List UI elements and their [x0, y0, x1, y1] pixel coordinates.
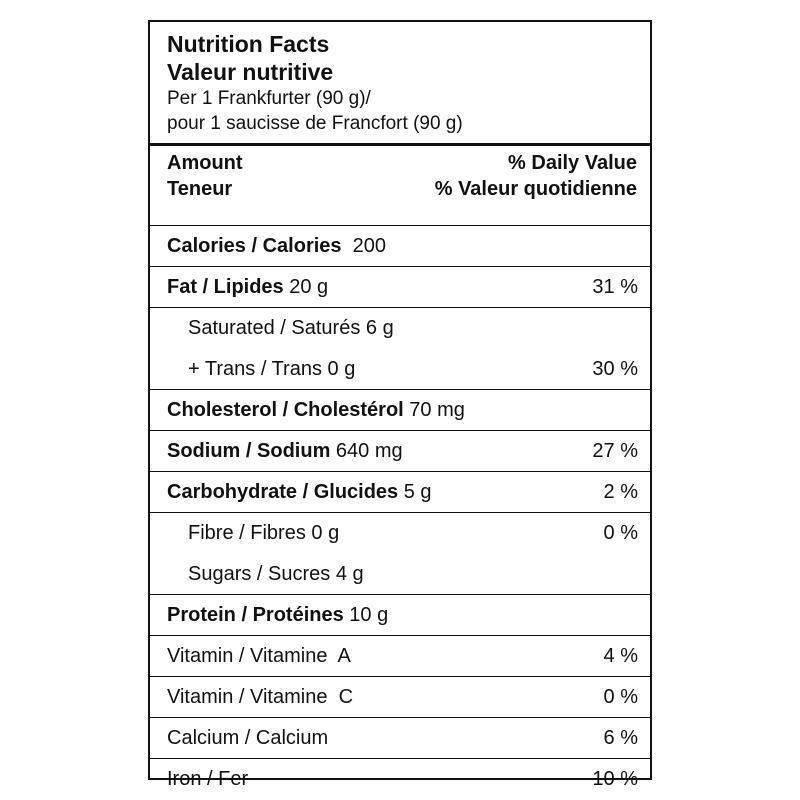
name-separator: /: [235, 604, 253, 626]
nutrient-amount: 70 mg: [403, 399, 465, 421]
nutrient-name-english: Cholesterol: [167, 399, 278, 421]
nutrient-name-english: Saturated: [188, 317, 275, 339]
nutrient-name-french: Saturés: [291, 317, 361, 339]
nutrient-name-english: Fat: [167, 276, 197, 298]
nutrient-name-english: Vitamin: [167, 645, 234, 667]
nutrient-amount: 0 g: [321, 358, 356, 380]
nutrient-row: [150, 636, 650, 677]
nutrient-label: [188, 358, 355, 381]
nutrient-name-english: Sodium: [167, 440, 241, 462]
serving-size-french: pour 1 saucisse de Francfort (90 g): [167, 113, 463, 134]
nutrient-name-english: Sugars: [188, 563, 252, 585]
nutrient-label: [167, 604, 388, 627]
nutrient-name-french: Glucides: [313, 481, 399, 503]
nutrient-row: [150, 308, 650, 349]
nutrient-name-english: Vitamin: [167, 686, 234, 708]
nutrient-row: [150, 472, 650, 513]
nutrient-label: [167, 440, 403, 463]
nutrient-label: [167, 686, 353, 709]
nutrient-name-french: Trans: [271, 358, 322, 380]
nutrient-label: [188, 522, 339, 545]
daily-value-percent: 0 %: [603, 686, 638, 708]
nutrient-row: [150, 677, 650, 718]
name-separator: /: [233, 522, 251, 544]
nutrient-amount: 200: [341, 235, 387, 257]
nutrient-label: [188, 563, 364, 586]
name-separator: /: [245, 235, 263, 257]
nutrient-row: [150, 226, 650, 267]
nutrient-name-english: Calcium: [167, 727, 240, 749]
nutrient-label: [167, 481, 432, 504]
nutrient-amount: 5 g: [398, 481, 432, 503]
nutrient-name-french: Protéines: [252, 604, 344, 626]
nutrient-row: [150, 390, 650, 431]
nutrient-name-english: Protein: [167, 604, 236, 626]
nutrient-row: [150, 349, 650, 390]
nutrient-label: [167, 727, 328, 750]
nutrient-amount: 640 mg: [330, 440, 403, 462]
nutrition-facts-label: [148, 20, 652, 790]
name-separator: /: [239, 727, 256, 749]
nutrient-name-english: Fibre: [188, 522, 234, 544]
nutrient-name-english: Calories: [167, 235, 246, 257]
nutrient-amount: 4 g: [330, 563, 364, 585]
title-english: Nutrition Facts: [167, 31, 330, 57]
nutrient-name-french: Fibres: [250, 522, 306, 544]
daily-value-percent: 4 %: [603, 645, 638, 667]
nutrient-label: [167, 276, 328, 299]
name-separator: /: [201, 768, 219, 790]
name-separator: /: [197, 276, 214, 298]
nutrient-name-french: Vitamine: [250, 645, 328, 667]
nutrient-row: [150, 595, 650, 636]
nutrient-label: [188, 317, 394, 340]
nutrient-name-french: Lipides: [213, 276, 284, 298]
nutrient-name-french: Fer: [218, 768, 249, 790]
nutrient-label: [167, 768, 248, 791]
name-separator: /: [251, 563, 269, 585]
daily-value-percent: 30 %: [592, 358, 638, 380]
name-separator: /: [297, 481, 314, 503]
nutrient-row: [150, 759, 650, 800]
name-separator: /: [277, 399, 294, 421]
nutrient-name-french: Cholestérol: [293, 399, 404, 421]
daily-value-percent: 10 %: [592, 768, 638, 790]
daily-value-percent: 0 %: [603, 522, 638, 544]
daily-value-heading-french: % Valeur quotidienne: [434, 178, 637, 200]
daily-value-percent: 27 %: [592, 440, 638, 462]
name-separator: /: [255, 358, 272, 380]
label-header: [150, 22, 650, 146]
column-headers: [150, 146, 650, 226]
nutrient-name-french: Vitamine: [250, 686, 328, 708]
nutrient-amount: A: [327, 645, 351, 667]
amount-heading-english: Amount: [167, 152, 243, 174]
nutrient-amount: 20 g: [283, 276, 329, 298]
nutrient-label: [167, 235, 386, 258]
name-separator: /: [233, 645, 250, 667]
nutrient-name-english: Carbohydrate: [167, 481, 298, 503]
nutrient-name-french: Calories: [262, 235, 342, 257]
nutrient-label: [167, 399, 465, 422]
nutrient-amount: 6 g: [360, 317, 394, 339]
name-separator: /: [233, 686, 250, 708]
nutrient-amount: 0 g: [305, 522, 340, 544]
daily-value-heading-english: % Daily Value: [508, 152, 637, 174]
nutrient-name-english: Iron: [167, 768, 202, 790]
title-french: Valeur nutritive: [167, 59, 334, 85]
nutrient-row: [150, 513, 650, 554]
amount-heading-french: Teneur: [167, 178, 233, 200]
nutrient-row: [150, 718, 650, 759]
nutrient-row: [150, 431, 650, 472]
nutrient-row: [150, 554, 650, 595]
serving-size-english: Per 1 Frankfurter (90 g)/: [167, 88, 371, 109]
nutrient-name-english: + Trans: [188, 358, 256, 380]
nutrient-amount: C: [327, 686, 354, 708]
nutrient-name-french: Calcium: [255, 727, 329, 749]
name-separator: /: [274, 317, 292, 339]
name-separator: /: [240, 440, 258, 462]
nutrient-label: [167, 645, 351, 668]
daily-value-percent: 2 %: [603, 481, 638, 503]
nutrient-amount: 10 g: [343, 604, 389, 626]
daily-value-percent: 6 %: [603, 727, 638, 749]
nutrient-name-french: Sodium: [257, 440, 331, 462]
daily-value-percent: 31 %: [592, 276, 638, 298]
nutrient-row: [150, 267, 650, 308]
nutrient-name-french: Sucres: [268, 563, 331, 585]
